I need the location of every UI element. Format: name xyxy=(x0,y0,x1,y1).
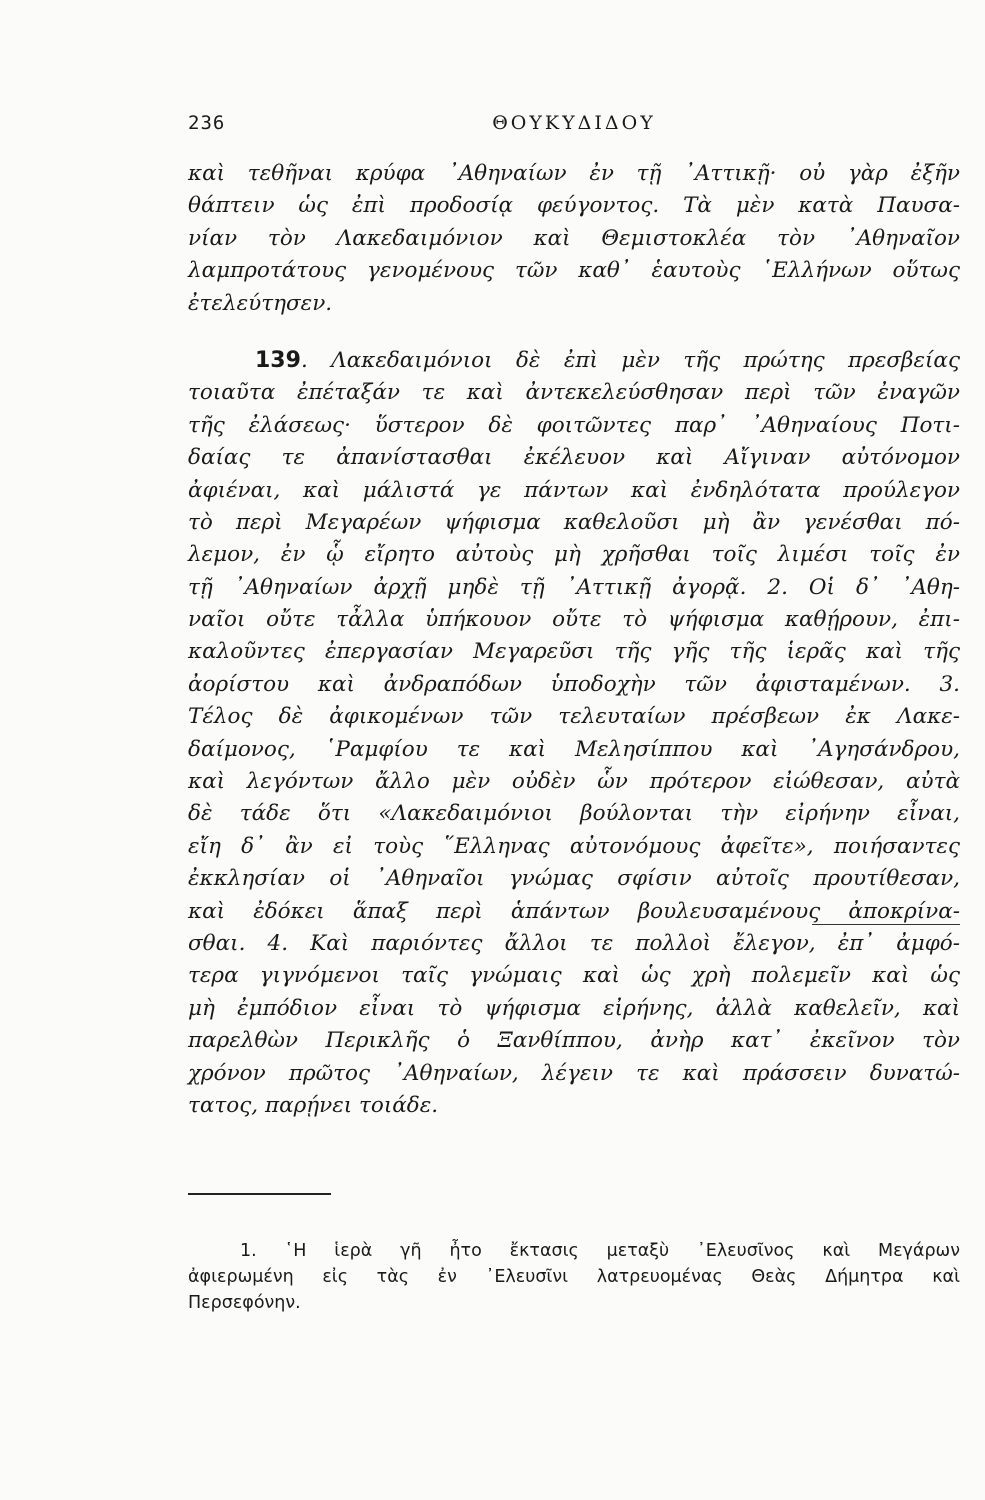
text-line: παρελθὼν Περικλῆς ὁ Ξανθίππου, ἀνὴρ κατ᾿ ἐκεῖνον τὸν xyxy=(188,1028,960,1054)
text-line: τοιαῦτα ἐπέταξάν τε καὶ ἀντεκελεύσθησαν περὶ τῶν ἐναγῶν xyxy=(188,380,960,406)
text-line: τῇ ᾿Αθηναίων ἀρχῇ μηδὲ τῇ ᾿Αττικῇ ἀγορᾷ. 2. Οἱ δ᾿ ᾿Αθη- xyxy=(188,574,960,600)
text-line: μὴ ἐμπόδιον εἶναι τὸ ψήφισμα εἰρήνης, ἀλλὰ καθελεῖν, καὶ xyxy=(188,995,960,1021)
text-line: καὶ τεθῆναι κρύφα ᾿Αθηναίων ἐν τῇ ᾿Αττικῇ· οὐ γὰρ ἐξῆν xyxy=(188,161,960,186)
running-title: ΘΟΥΚΥΔΙΔΟΥ xyxy=(492,112,656,134)
footnote-line: ἀφιερωμένη εἰς τὰς ἐν ᾿Ελευσῖνι λατρευομένας Θεὰς Δήμητρα καὶ xyxy=(188,1267,960,1287)
chapter-opening-line xyxy=(188,345,960,377)
text-line: δαίας τε ἀπανίστασθαι ἐκέλευον καὶ Αἴγιναν αὐτόνομον xyxy=(188,445,960,471)
text-line: ἀφιέναι, καὶ μάλιστά γε πάντων καὶ ἐνδηλότατα προύλεγον xyxy=(188,477,960,503)
text-line: καὶ λεγόντων ἄλλο μὲν οὐδὲν ὧν πρότερον εἰώθεσαν, αὐτὰ xyxy=(188,769,960,795)
text-line: λαμπροτάτους γενομένους τῶν καθ᾿ ἑαυτοὺς ῾Ελλήνων οὕτως xyxy=(188,258,960,284)
text-line: δὲ τάδε ὅτι «Λακεδαιμόνιοι βούλονται τὴν εἰρήνην εἶναι, xyxy=(188,801,960,827)
text-line: τερα γιγνόμενοι ταῖς γνώμαις καὶ ὡς χρὴ πολεμεῖν καὶ ὡς xyxy=(188,963,960,989)
paragraph-gap xyxy=(188,320,960,345)
text-line: νίαν τὸν Λακεδαιμόνιον καὶ Θεμιστοκλέα τὸν ᾿Αθηναῖον xyxy=(188,225,960,251)
chapter-opening-text: . Λακεδαιμόνιοι δὲ ἐπὶ μὲν τῆς πρώτης πρεσβείας xyxy=(300,347,960,373)
text-line: δαίμονος, ῾Ραμφίου τε καὶ Μελησίππου καὶ ᾿Αγησάνδρου, xyxy=(188,736,960,762)
footnote-line: 1. ῾Η ἱερὰ γῆ ἦτο ἔκτασις μεταξὺ ᾿Ελευσῖνος καὶ Μεγάρων xyxy=(240,1241,960,1261)
text-line: ἐτελεύτησεν. xyxy=(188,290,333,316)
footnotes xyxy=(188,1238,960,1316)
footnote-rule xyxy=(188,1193,331,1195)
text-line: τατος, παρῄνει τοιάδε. xyxy=(188,1092,439,1118)
text-line: θάπτειν ὡς ἐπὶ προδοσίᾳ φεύγοντος. Τὰ μὲν κατὰ Παυσα- xyxy=(188,193,960,219)
text-line: τὸ περὶ Μεγαρέων ψήφισμα καθελοῦσι μὴ ἂν γενέσθαι πό- xyxy=(188,509,960,535)
chapter-number: 139 xyxy=(255,347,301,373)
page-number: 236 xyxy=(188,112,226,134)
page-header xyxy=(188,112,960,142)
footnote-line: Περσεφόνην. xyxy=(188,1293,301,1313)
main-text xyxy=(188,158,960,1122)
text-line: χρόνον πρῶτος ᾿Αθηναίων, λέγειν τε καὶ πράσσειν δυνατώ- xyxy=(188,1060,960,1086)
text-line: εἴη δ᾿ ἂν εἰ τοὺς ῞Ελληνας αὐτονόμους ἀφεῖτε», ποιήσαντες xyxy=(188,833,960,859)
text-line: λεμον, ἐν ᾧ εἴρητο αὐτοὺς μὴ χρῆσθαι τοῖς λιμέσι τοῖς ἐν xyxy=(188,542,960,568)
text-line: ναῖοι οὔτε τἆλλα ὑπήκουον οὔτε τὸ ψήφισμα καθῄρουν, ἐπι- xyxy=(188,607,960,633)
text-line: καὶ ἐδόκει ἅπαξ περὶ ἁπάντων βουλευσαμένους ἀποκρίνα- xyxy=(188,898,960,924)
text-line: ἐκκλησίαν οἱ ᾿Αθηναῖοι γνώμας σφίσιν αὐτοῖς προυτίθεσαν, xyxy=(188,866,960,892)
text-line: σθαι. 4. Καὶ παριόντες ἄλλοι τε πολλοὶ ἔλεγον, ἐπ᾿ ἀμφό- xyxy=(188,930,960,956)
text-line: τῆς ἐλάσεως· ὕστερον δὲ φοιτῶντες παρ᾿ ᾿Αθηναίους Ποτι- xyxy=(188,412,960,438)
pencil-underline-mark xyxy=(812,924,960,925)
text-line: ἀορίστου καὶ ἀνδραπόδων ὑποδοχὴν τῶν ἀφισταμένων. 3. xyxy=(188,671,960,697)
text-line: καλοῦντες ἐπεργασίαν Μεγαρεῦσι τῆς γῆς τῆς ἱερᾶς καὶ τῆς xyxy=(188,639,960,665)
text-line: Τέλος δὲ ἀφικομένων τῶν τελευταίων πρέσβεων ἐκ Λακε- xyxy=(188,704,960,730)
